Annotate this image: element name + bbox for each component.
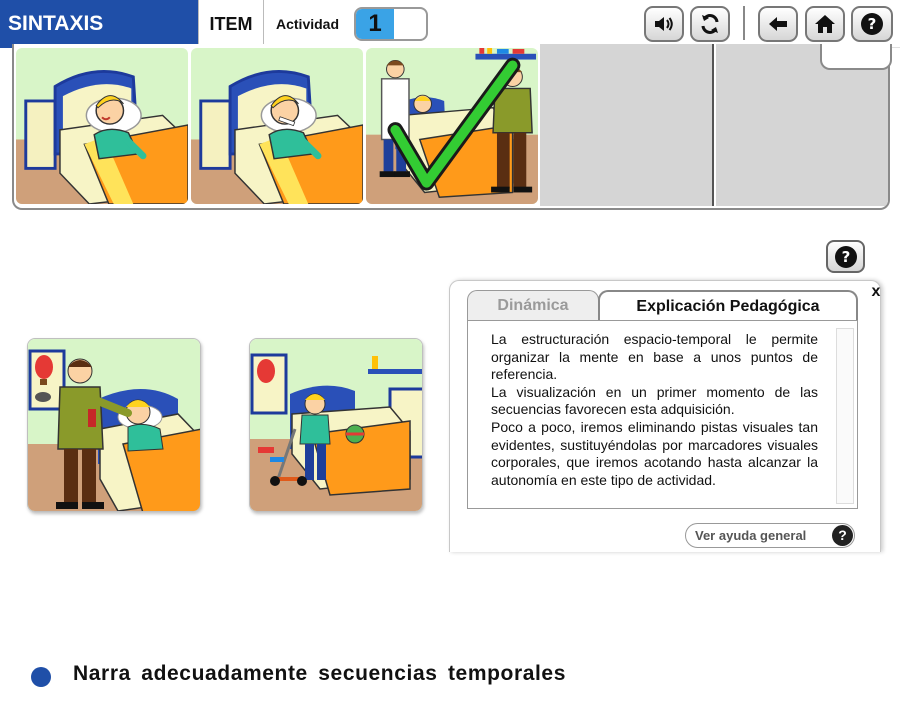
father-gives-medicine-image bbox=[28, 339, 201, 512]
reload-icon bbox=[698, 12, 722, 36]
panel-paragraph: La estructuración espacio-temporal le permite organizar la mente en base a unos puntos de referencia. bbox=[491, 331, 818, 383]
top-bar bbox=[0, 0, 900, 48]
sequence-slot-2[interactable] bbox=[191, 48, 363, 204]
activity-label: Actividad bbox=[276, 16, 340, 32]
general-help-button[interactable] bbox=[685, 523, 855, 548]
activity-number: 1 bbox=[356, 9, 394, 39]
app-title: SINTAXIS bbox=[0, 0, 198, 48]
speaker-icon bbox=[652, 12, 676, 36]
sequence-strip bbox=[12, 44, 890, 210]
objective-text: Narra adecuadamente secuencias temporales bbox=[73, 662, 566, 685]
panel-close-button[interactable]: x bbox=[871, 283, 881, 300]
svg-text:?: ? bbox=[867, 15, 877, 33]
home-button[interactable] bbox=[805, 6, 845, 42]
boy-sick-in-bed-image bbox=[16, 48, 188, 204]
toolbar-divider bbox=[743, 6, 745, 40]
activity-selector[interactable] bbox=[354, 7, 428, 41]
sequence-slot-4[interactable] bbox=[540, 44, 714, 206]
boy-recovered-image bbox=[250, 339, 423, 512]
sequence-slot-3[interactable] bbox=[366, 48, 538, 204]
general-help-label: Ver ayuda general bbox=[695, 528, 807, 543]
panel-paragraph: Poco a poco, iremos eliminando pistas visuales tan evidentes, sustituyéndolas por marcadores visuales corporales, que iremos acotando hasta alcanzar la autonomía en este tipo de actividad. bbox=[491, 418, 818, 488]
question-icon: ? bbox=[832, 525, 853, 546]
boy-sick-in-bed-image bbox=[191, 48, 363, 204]
tab-explicacion-pedagogica[interactable]: Explicación Pedagógica bbox=[598, 290, 858, 322]
reload-button[interactable] bbox=[690, 6, 730, 42]
doctor-visit-image bbox=[366, 48, 538, 204]
draggable-card-father-medicine[interactable] bbox=[27, 338, 201, 512]
question-icon bbox=[860, 12, 884, 36]
strip-tab[interactable] bbox=[820, 44, 892, 70]
tab-dinamica[interactable]: Dinámica bbox=[467, 290, 599, 322]
help-button[interactable] bbox=[851, 6, 893, 42]
panel-paragraph: La visualización en un primer momento de las secuencias favorecen esta adquisición. bbox=[491, 383, 818, 418]
draggable-card-boy-recovered[interactable] bbox=[249, 338, 423, 512]
panel-scrollbar[interactable] bbox=[836, 328, 854, 504]
sound-button[interactable] bbox=[644, 6, 684, 42]
home-icon bbox=[813, 12, 837, 36]
objective-bullet-icon bbox=[31, 667, 51, 687]
arrow-left-icon bbox=[766, 12, 790, 36]
svg-text:?: ? bbox=[841, 247, 850, 266]
question-icon bbox=[834, 245, 858, 269]
sequence-slot-1[interactable] bbox=[16, 48, 188, 204]
back-button[interactable] bbox=[758, 6, 798, 42]
panel-help-button[interactable] bbox=[826, 240, 865, 273]
item-label: ITEM bbox=[198, 0, 264, 48]
panel-text bbox=[491, 331, 818, 489]
